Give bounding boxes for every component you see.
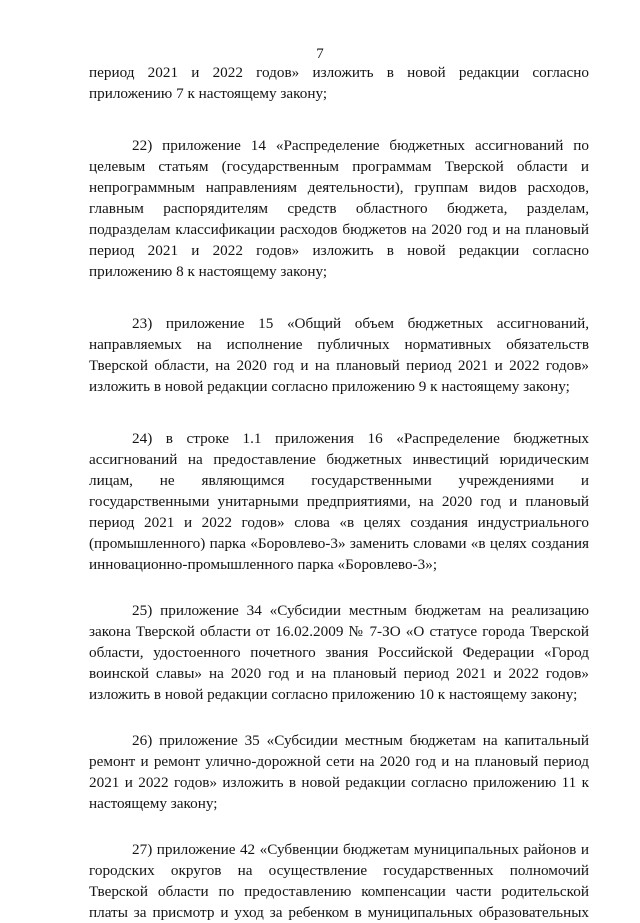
paragraph-item-22: 22) приложение 14 «Распределение бюджетных ассигнований по целевым статьям (государственным программам Тверской области и непрограммным направлениям деятельности), группам видов расходов, главным распорядителям средств областного бюджета, разделам, подразделам классификации расходов бюджетов на 2020 год и на плановый период 2021 и 2022 годов» изложить в новой редакции согласно приложению 8 к настоящему закону;	[89, 137, 589, 280]
paragraph-item-23: 23) приложение 15 «Общий объем бюджетных ассигнований, направляемых на исполнение публичных нормативных обязательств Тверской области, на 2020 год и на плановый период 2021 и 2022 годов» изложить в новой редакции согласно приложению 9 к настоящему закону;	[89, 315, 589, 395]
paragraph-item-26: 26) приложение 35 «Субсидии местным бюджетам на капитальный ремонт и ремонт улично-дорожной сети на 2020 год и на плановый период 2021 и 2022 годов» изложить в новой редакции согласно приложению 11 к настоящему закону;	[89, 732, 589, 812]
page-number: 7	[316, 46, 324, 62]
document-body	[89, 62, 589, 923]
paragraph-item-24: 24) в строке 1.1 приложения 16 «Распределение бюджетных ассигнований на предоставление бюджетных инвестиций юридическим лицам, не являющимся государственными учреждениями и государственными унитарными предприятиями, на 2020 год и плановый период 2021 и 2022 годов» слова «в целях создания индустриального (промышленного) парка «Боровлево-3» заменить словами «в целях создания инновационно-промышленного парка «Боровлево-3»;	[89, 430, 589, 573]
paragraph-item-27: 27) приложение 42 «Субвенции бюджетам муниципальных районов и городских округов на осуществление государственных полномочий Тверской области по предоставлению компенсации части родительской платы за присмотр и уход за ребенком в муниципальных образовательных	[89, 841, 589, 921]
paragraph-continuation: период 2021 и 2022 годов» изложить в новой редакции согласно приложению 7 к настоящему закону;	[89, 64, 589, 102]
paragraph-item-25: 25) приложение 34 «Субсидии местным бюджетам на реализацию закона Тверской области от 16.02.2009 № 7-ЗО «О статусе города Тверской области, удостоенного почетного звания Российской Федерации «Город воинской славы» на 2020 год и на плановый период 2021 и 2022 годов» изложить в новой редакции согласно приложению 10 к настоящему закону;	[89, 602, 589, 703]
